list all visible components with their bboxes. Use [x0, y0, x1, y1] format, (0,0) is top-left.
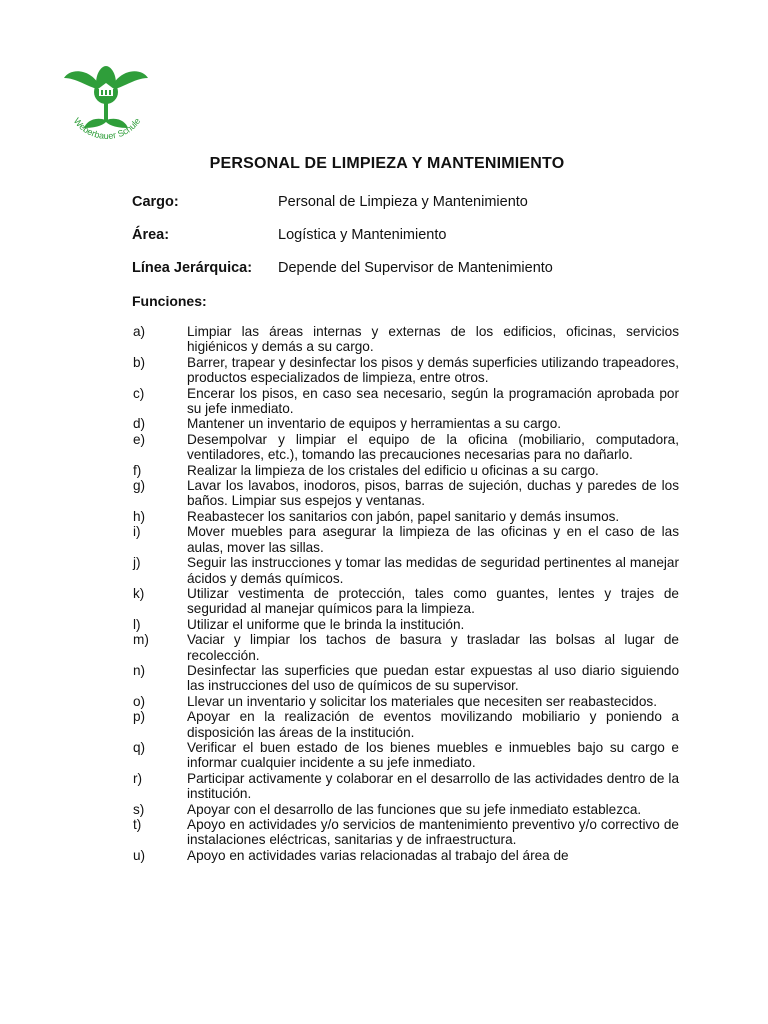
field-label: Línea Jerárquica:	[132, 260, 253, 276]
item-text: Utilizar vestimenta de protección, tales como guantes, lentes y trajes de seguridad al manejar químicos para la limpieza.	[187, 585, 679, 617]
item-marker: i)	[133, 524, 141, 540]
field-label: Cargo:	[132, 194, 179, 210]
field-value: Personal de Limpieza y Mantenimiento	[278, 194, 528, 210]
list-item	[133, 386, 679, 417]
item-marker: o)	[133, 693, 146, 709]
list-item	[133, 817, 679, 848]
list-item	[133, 432, 679, 463]
item-marker: k)	[133, 585, 145, 601]
item-marker: j)	[133, 555, 141, 571]
funciones-heading: Funciones:	[132, 293, 207, 309]
item-text: Apoyo en actividades y/o servicios de mantenimiento preventivo y/o correctivo de instalaciones eléctricas, sanitarias y de infraestructura.	[187, 817, 679, 848]
item-text: Mover muebles para asegurar la limpieza de las oficinas y en el caso de las aulas, mover las sillas.	[187, 524, 679, 555]
list-item	[133, 694, 679, 709]
list-item	[133, 463, 679, 478]
item-marker: a)	[133, 324, 146, 339]
field-value: Logística y Mantenimiento	[278, 227, 447, 243]
list-item	[133, 709, 679, 740]
item-text: Encerar los pisos, en caso sea necesario, según la programación aprobada por su jefe inmediato.	[187, 385, 679, 417]
list-item	[133, 632, 679, 663]
item-marker: b)	[133, 354, 146, 370]
item-marker: d)	[133, 416, 146, 432]
list-item	[133, 355, 679, 386]
list-item	[133, 848, 679, 863]
item-marker: t)	[133, 817, 142, 832]
item-text: Lavar los lavabos, inodoros, pisos, barras de sujeción, duchas y paredes de los baños. Limpiar sus espejos y ventanas.	[187, 478, 679, 509]
item-text: Seguir las instrucciones y tomar las medidas de seguridad pertinentes al manejar ácidos y demás químicos.	[187, 555, 679, 586]
item-marker: q)	[133, 739, 146, 755]
item-text: Limpiar las áreas internas y externas de los edificios, oficinas, servicios higiénicos y demás a su cargo.	[187, 324, 679, 355]
item-marker: e)	[133, 431, 146, 447]
list-item	[133, 524, 679, 555]
list-item	[133, 617, 679, 632]
item-text: Participar activamente y colaborar en el desarrollo de las actividades dentro de la institución.	[187, 770, 679, 802]
item-text: Desinfectar las superficies que puedan estar expuestas al uso diario siguiendo las instrucciones del uso de químicos de su supervisor.	[187, 662, 679, 694]
item-text: Llevar un inventario y solicitar los materiales que necesiten ser reabastecidos.	[187, 693, 657, 709]
item-text: Realizar la limpieza de los cristales del edificio u oficinas a su cargo.	[187, 462, 599, 478]
list-item	[133, 478, 679, 509]
item-marker: l)	[133, 616, 141, 632]
item-marker: c)	[133, 385, 145, 401]
item-marker: m)	[133, 632, 149, 648]
item-marker: n)	[133, 662, 146, 678]
list-item	[133, 324, 679, 355]
item-text: Utilizar el uniforme que le brinda la institución.	[187, 616, 465, 632]
item-text: Reabastecer los sanitarios con jabón, papel sanitario y demás insumos.	[187, 508, 620, 524]
item-marker: g)	[133, 478, 146, 494]
item-marker: p)	[133, 709, 146, 725]
item-marker: h)	[133, 508, 146, 524]
list-item	[133, 771, 679, 802]
item-text: Barrer, trapear y desinfectar los pisos y demás superficies utilizando trapeadores, productos especializados de limpieza, entre otros.	[187, 354, 679, 386]
list-item	[133, 802, 679, 817]
item-text: Mantener un inventario de equipos y herramientas a su cargo.	[187, 416, 562, 432]
item-text: Vaciar y limpiar los tachos de basura y trasladar las bolsas al lugar de recolección.	[187, 632, 679, 663]
item-marker: r)	[133, 770, 143, 786]
school-logo	[56, 64, 156, 150]
functions-list	[133, 324, 679, 863]
item-text: Apoyar en la realización de eventos movilizando mobiliario y poniendo a disposición las áreas de la institución.	[187, 709, 679, 740]
list-item	[133, 663, 679, 694]
field-value: Depende del Supervisor de Mantenimiento	[278, 260, 553, 276]
field-label: Área:	[132, 227, 170, 243]
list-item	[133, 740, 679, 771]
item-marker: u)	[133, 847, 146, 863]
list-item	[133, 586, 679, 617]
item-marker: s)	[133, 801, 145, 817]
item-marker: f)	[133, 462, 142, 478]
logo-text: Weberbauer Schule	[71, 115, 143, 141]
list-item	[133, 509, 679, 524]
page-title: PERSONAL DE LIMPIEZA Y MANTENIMIENTO	[209, 155, 565, 172]
item-text: Apoyo en actividades varias relacionadas al trabajo del área de	[187, 847, 569, 863]
list-item	[133, 555, 679, 586]
school-logo-icon	[56, 64, 156, 150]
item-text: Desempolvar y limpiar el equipo de la oficina (mobiliario, computadora, ventiladores, etc.), tomando las precauciones necesarias para no dañarlo.	[187, 431, 679, 463]
item-text: Verificar el buen estado de los bienes muebles e inmuebles bajo su cargo e informar cualquier incidente a su jefe inmediato.	[187, 739, 679, 771]
item-text: Apoyar con el desarrollo de las funciones que su jefe inmediato establezca.	[187, 801, 642, 817]
list-item	[133, 416, 679, 431]
